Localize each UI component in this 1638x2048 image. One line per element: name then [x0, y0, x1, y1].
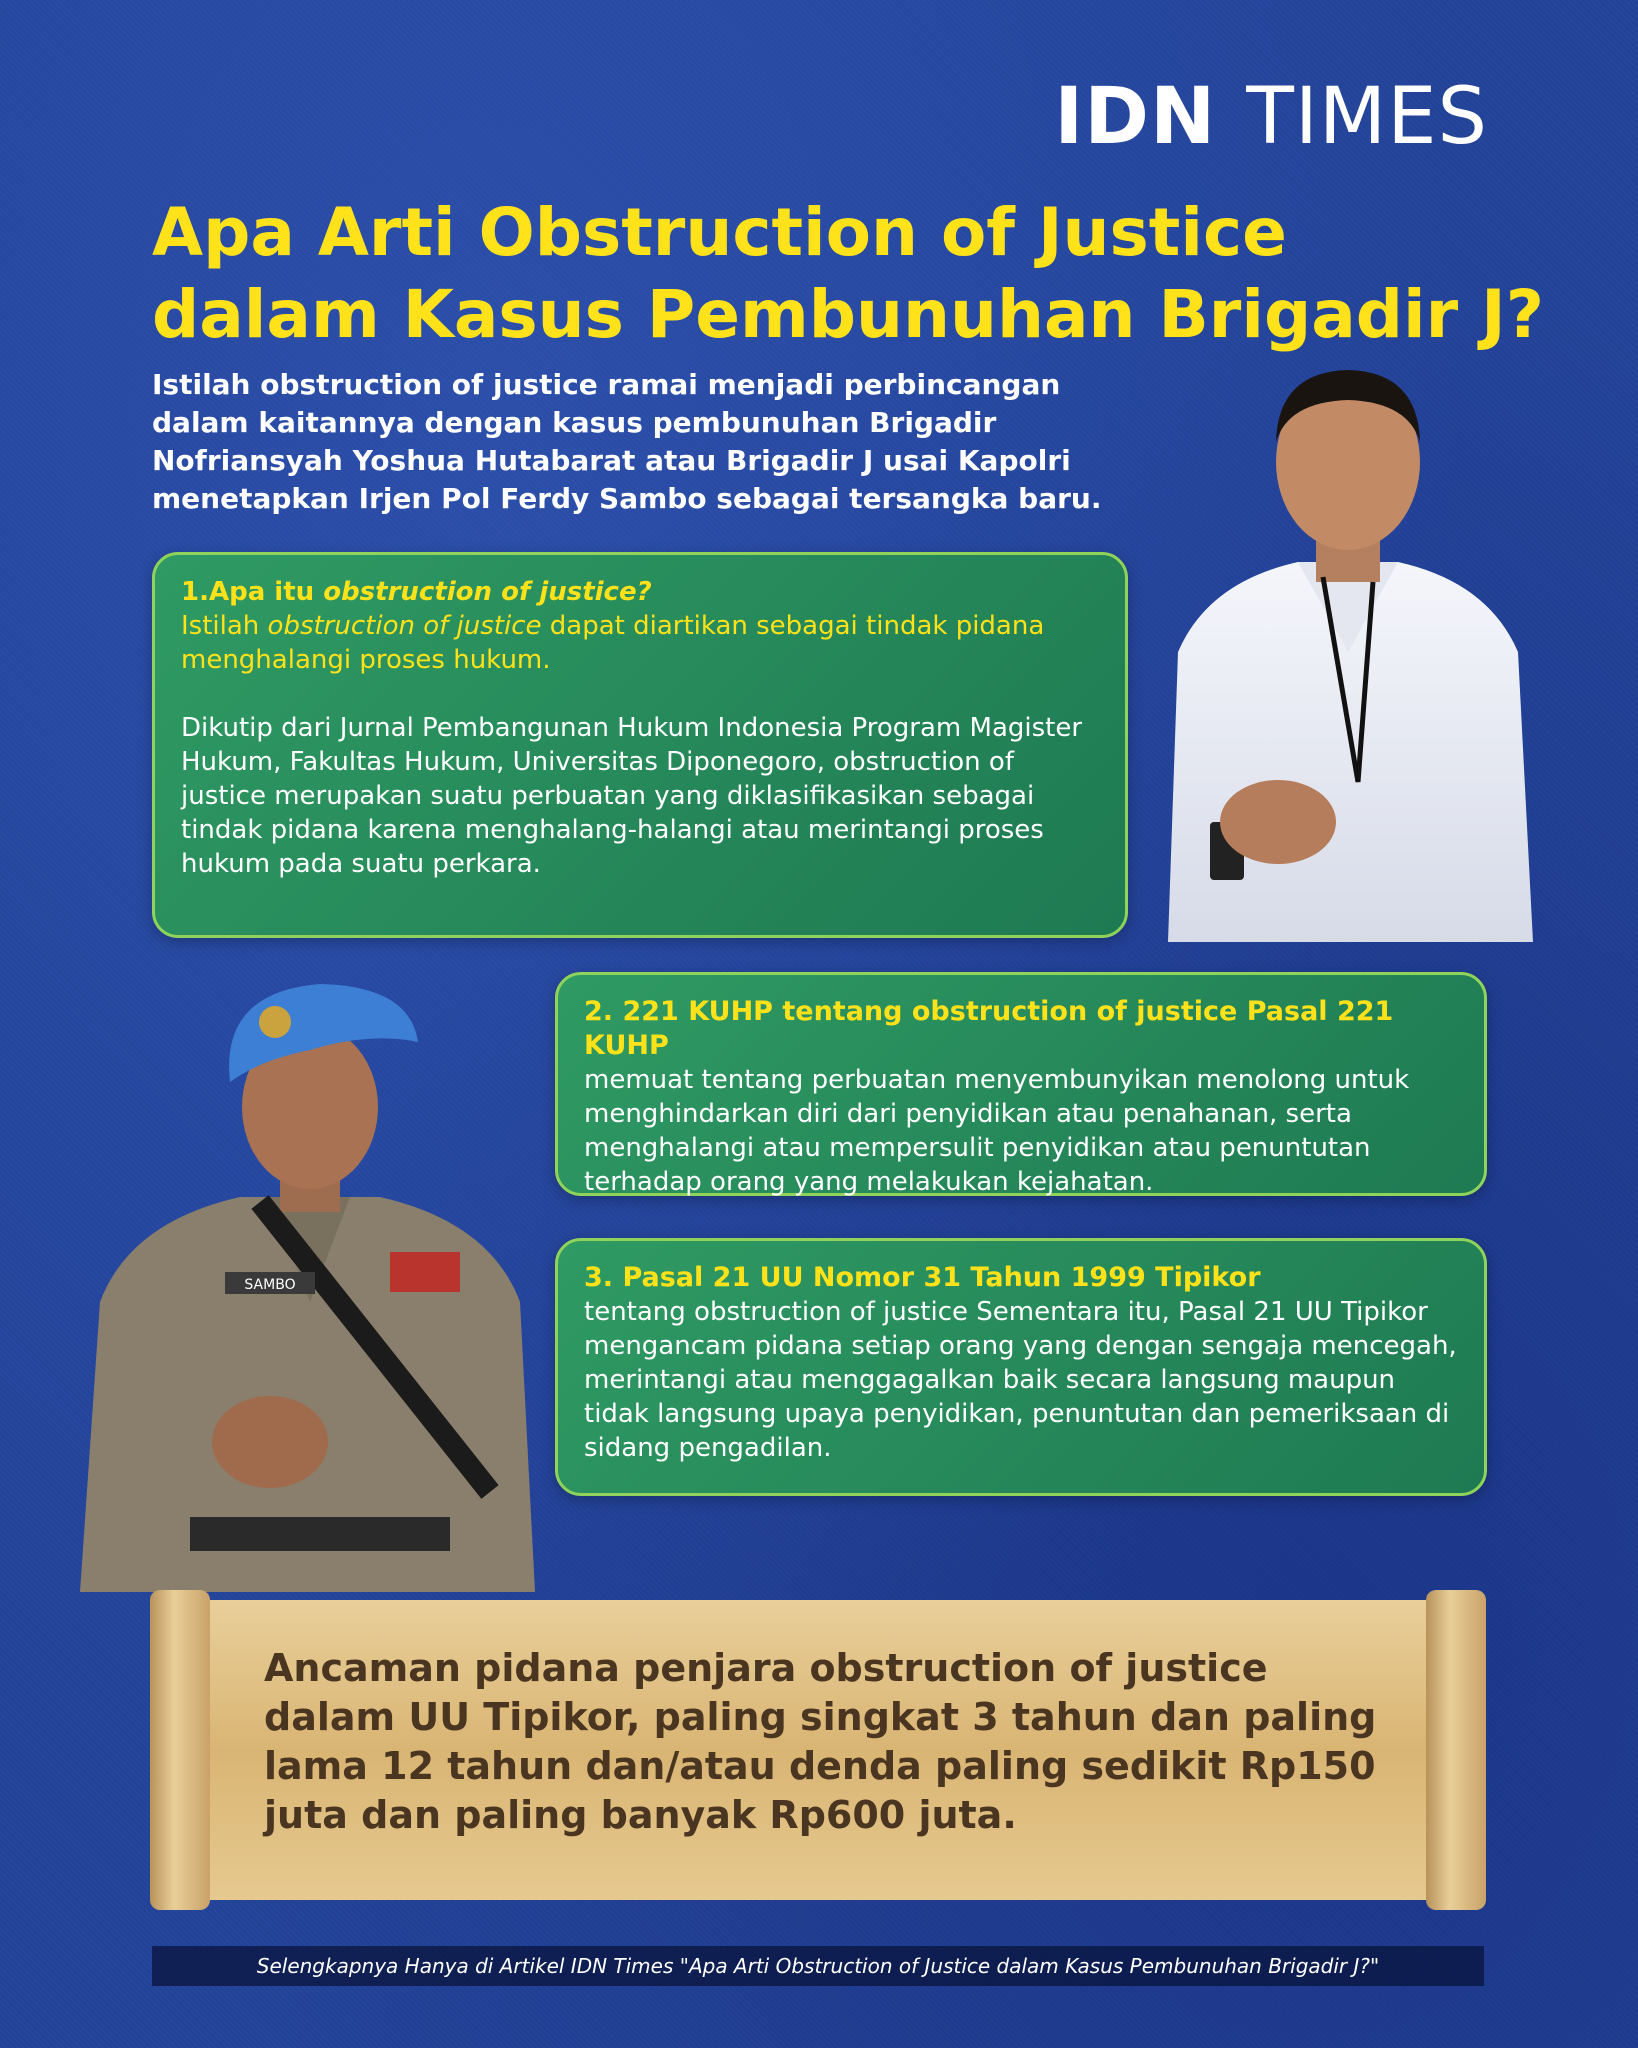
page-title — [152, 192, 1552, 356]
ferdy-sambo-photo — [70, 972, 550, 1592]
name-tag: SAMBO — [244, 1277, 296, 1293]
intro-text: Istilah obstruction of justice ramai menjadi perbincangan dalam kaitannya dengan kasus pembunuhan Brigadir Nofriansyah Yoshua Hutabarat atau Brigadir J usai Kapolri menetapkan Irjen Pol Ferdy Sambo sebagai tersangka baru. — [152, 368, 1102, 515]
card-what-is-obstruction — [152, 552, 1128, 938]
parchment-scroll — [160, 1600, 1476, 1900]
title-line-2: dalam Kasus Pembunuhan Brigadir J? — [152, 276, 1544, 353]
card1-body: Dikutip dari Jurnal Pembangunan Hukum Indonesia Program Magister Hukum, Fakultas Hukum, Universitas Diponegoro, obstruction of justice merupakan suatu perbuatan yang diklasifikasikan sebagai tindak pidana karena menghalang-halangi atau merintangi proses hukum pada suatu perkara. — [181, 713, 1083, 879]
logo-idn: IDN — [1054, 72, 1217, 162]
card1-heading: 1.Apa itu obstruction of justice? — [181, 577, 652, 607]
card-pasal-21-tipikor — [555, 1238, 1487, 1496]
card2-heading: 2. 221 KUHP tentang obstruction of justice Pasal 221 KUHP — [584, 996, 1394, 1061]
idn-times-logo — [1054, 72, 1488, 162]
card3-body: tentang obstruction of justice Sementara itu, Pasal 21 UU Tipikor mengancam pidana setiap orang yang dengan sengaja mencegah, merintangi atau menggagalkan baik secara langsung maupun tidak langsung upaya penyidikan, penuntutan dan pemeriksaan di sidang pengadilan. — [584, 1297, 1457, 1463]
card3-heading: 3. Pasal 21 UU Nomor 31 Tahun 1999 Tipikor — [584, 1262, 1261, 1293]
brigadir-j-photo — [1148, 352, 1548, 942]
logo-times: TIMES — [1246, 72, 1488, 162]
card-pasal-221-kuhp — [555, 972, 1487, 1196]
card1-definition: Istilah obstruction of justice dapat diartikan sebagai tindak pidana menghalangi proses hukum. — [181, 611, 1045, 675]
footer-source: Selengkapnya Hanya di Artikel IDN Times "Apa Arti Obstruction of Justice dalam Kasus Pembunuhan Brigadir J?" — [152, 1946, 1484, 1986]
card2-body: memuat tentang perbuatan menyembunyikan menolong untuk menghindarkan diri dari penyidikan atau penahanan, serta menghalangi atau mempersulit penyidikan atau penuntutan terhadap orang yang melakukan kejahatan. — [584, 1065, 1410, 1197]
scroll-text: Ancaman pidana penjara obstruction of justice dalam UU Tipikor, paling singkat 3 tahun dan paling lama 12 tahun dan/atau denda paling sedikit Rp150 juta dan paling banyak Rp600 juta. — [264, 1646, 1377, 1837]
title-line-1: Apa Arti Obstruction of Justice — [152, 194, 1287, 271]
